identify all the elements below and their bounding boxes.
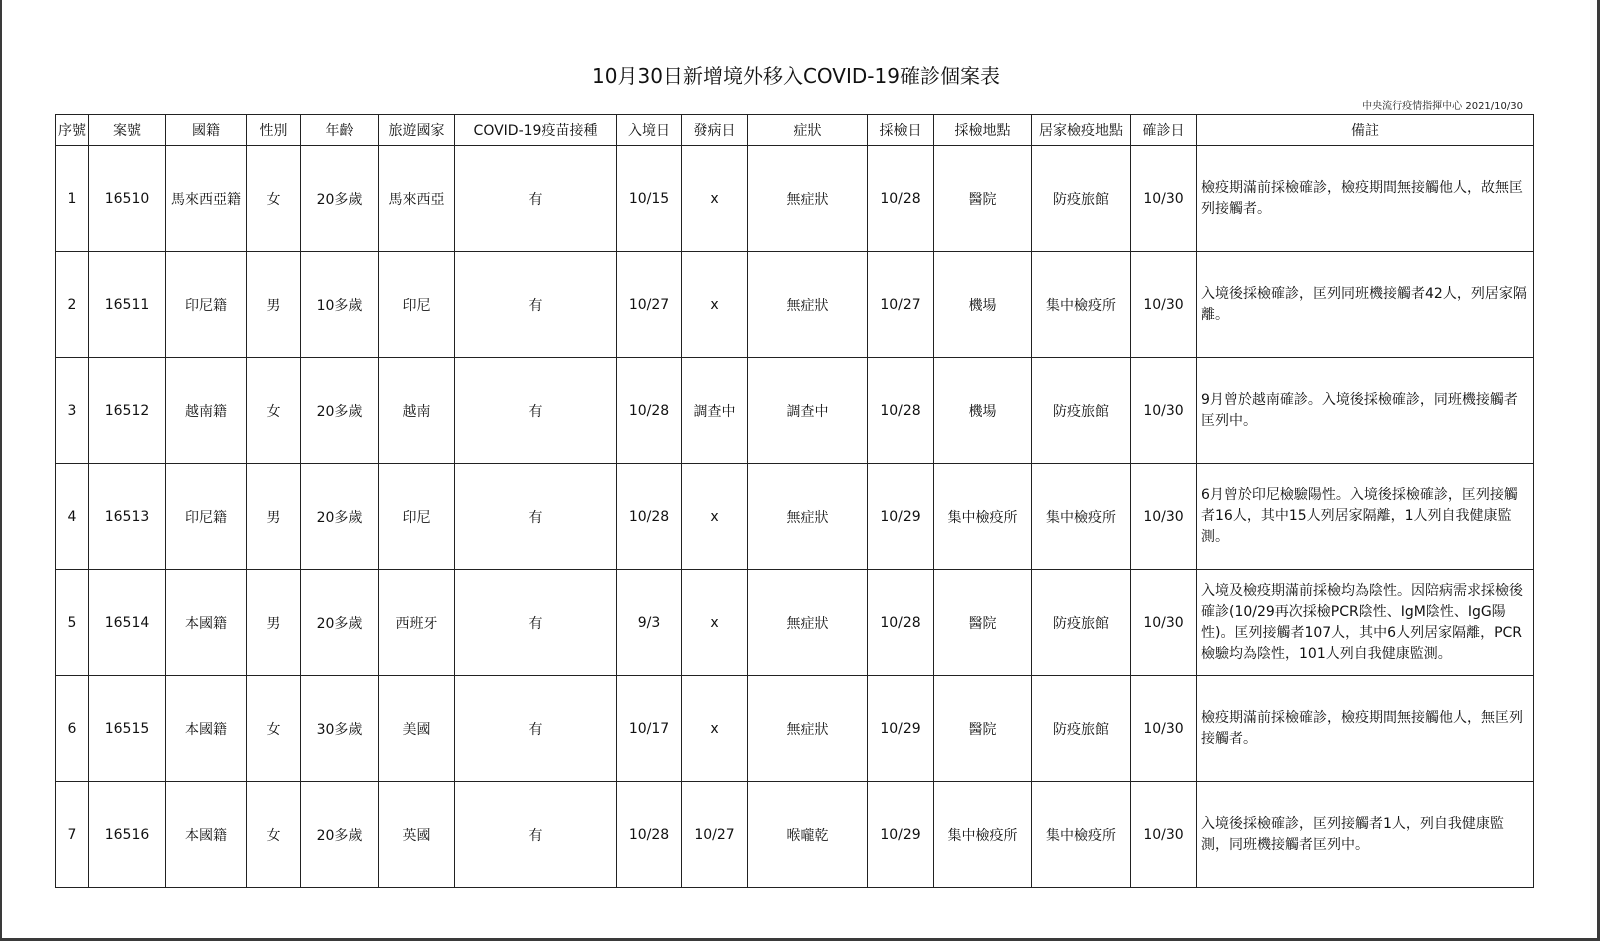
- table-row: [56, 570, 1534, 676]
- cell-note: 入境後採檢確診，匡列同班機接觸者42人，列居家隔離。: [1197, 252, 1534, 358]
- cell-sex: 女: [247, 358, 301, 464]
- cell-case-number: 16515: [89, 676, 166, 782]
- cell-note: 9月曾於越南確診。入境後採檢確診，同班機接觸者匡列中。: [1197, 358, 1534, 464]
- cell-no: 6: [56, 676, 89, 782]
- cell-age: 20多歲: [301, 146, 379, 252]
- cell-symptom: 無症狀: [748, 146, 868, 252]
- cell-sex: 男: [247, 570, 301, 676]
- cell-sex: 女: [247, 676, 301, 782]
- cell-case-number: 16514: [89, 570, 166, 676]
- table-row: [56, 782, 1534, 888]
- cell-onset-date: x: [682, 464, 748, 570]
- cell-onset-date: 10/27: [682, 782, 748, 888]
- cell-nationality: 本國籍: [166, 570, 247, 676]
- cell-quarantine-site: 防疫旅館: [1032, 146, 1131, 252]
- cell-quarantine-site: 集中檢疫所: [1032, 464, 1131, 570]
- cell-sampling-site: 醫院: [934, 146, 1032, 252]
- cell-entry-date: 10/15: [617, 146, 682, 252]
- header-quarantine-site: 居家檢疫地點: [1032, 115, 1131, 146]
- cell-symptom: 無症狀: [748, 676, 868, 782]
- cell-no: 1: [56, 146, 89, 252]
- cell-travel-country: 印尼: [379, 252, 455, 358]
- cell-vaccine: 有: [455, 570, 617, 676]
- cell-quarantine-site: 防疫旅館: [1032, 358, 1131, 464]
- header-travel-country: 旅遊國家: [379, 115, 455, 146]
- header-no: 序號: [56, 115, 89, 146]
- header-sex: 性別: [247, 115, 301, 146]
- cell-entry-date: 10/28: [617, 464, 682, 570]
- cell-entry-date: 10/17: [617, 676, 682, 782]
- cell-no: 4: [56, 464, 89, 570]
- cell-sex: 男: [247, 252, 301, 358]
- document-title: 10月30日新增境外移入COVID-19確診個案表: [592, 64, 1000, 88]
- cell-travel-country: 英國: [379, 782, 455, 888]
- cell-sampling-date: 10/29: [868, 782, 934, 888]
- cell-sex: 女: [247, 146, 301, 252]
- cell-symptom: 無症狀: [748, 570, 868, 676]
- cell-quarantine-site: 集中檢疫所: [1032, 782, 1131, 888]
- table-row: [56, 464, 1534, 570]
- cell-vaccine: 有: [455, 782, 617, 888]
- cell-sampling-date: 10/28: [868, 358, 934, 464]
- cell-note: 檢疫期滿前採檢確診，檢疫期間無接觸他人，無匡列接觸者。: [1197, 676, 1534, 782]
- cell-case-number: 16510: [89, 146, 166, 252]
- cell-no: 3: [56, 358, 89, 464]
- cell-entry-date: 9/3: [617, 570, 682, 676]
- header-vaccine: COVID-19疫苗接種: [455, 115, 617, 146]
- header-case-number: 案號: [89, 115, 166, 146]
- header-nationality: 國籍: [166, 115, 247, 146]
- header-sampling-site: 採檢地點: [934, 115, 1032, 146]
- cell-confirm-date: 10/30: [1131, 676, 1197, 782]
- cell-no: 7: [56, 782, 89, 888]
- cell-sampling-site: 集中檢疫所: [934, 464, 1032, 570]
- cell-sampling-site: 集中檢疫所: [934, 782, 1032, 888]
- cell-age: 20多歲: [301, 782, 379, 888]
- cell-symptom: 無症狀: [748, 464, 868, 570]
- source-note: 中央流行疫情指揮中心 2021/10/30: [1362, 101, 1523, 112]
- cell-onset-date: x: [682, 252, 748, 358]
- cell-vaccine: 有: [455, 676, 617, 782]
- cell-sampling-site: 機場: [934, 358, 1032, 464]
- cell-nationality: 越南籍: [166, 358, 247, 464]
- cell-confirm-date: 10/30: [1131, 252, 1197, 358]
- cell-quarantine-site: 防疫旅館: [1032, 676, 1131, 782]
- cell-confirm-date: 10/30: [1131, 464, 1197, 570]
- cell-symptom: 喉嚨乾: [748, 782, 868, 888]
- cell-onset-date: x: [682, 676, 748, 782]
- cell-travel-country: 馬來西亞: [379, 146, 455, 252]
- cell-sampling-site: 機場: [934, 252, 1032, 358]
- cell-age: 20多歲: [301, 358, 379, 464]
- cell-note: 入境後採檢確診，匡列接觸者1人，列自我健康監測，同班機接觸者匡列中。: [1197, 782, 1534, 888]
- cell-sampling-site: 醫院: [934, 676, 1032, 782]
- cell-entry-date: 10/28: [617, 782, 682, 888]
- cell-vaccine: 有: [455, 252, 617, 358]
- cell-sex: 女: [247, 782, 301, 888]
- cell-confirm-date: 10/30: [1131, 570, 1197, 676]
- cell-sampling-date: 10/28: [868, 146, 934, 252]
- cell-nationality: 馬來西亞籍: [166, 146, 247, 252]
- header-onset-date: 發病日: [682, 115, 748, 146]
- cell-travel-country: 美國: [379, 676, 455, 782]
- cell-sampling-site: 醫院: [934, 570, 1032, 676]
- cell-case-number: 16511: [89, 252, 166, 358]
- cell-case-number: 16516: [89, 782, 166, 888]
- cell-travel-country: 越南: [379, 358, 455, 464]
- table-row: [56, 676, 1534, 782]
- cell-no: 5: [56, 570, 89, 676]
- cell-note: 檢疫期滿前採檢確診，檢疫期間無接觸他人，故無匡列接觸者。: [1197, 146, 1534, 252]
- cell-sampling-date: 10/29: [868, 464, 934, 570]
- cell-no: 2: [56, 252, 89, 358]
- header-symptom: 症狀: [748, 115, 868, 146]
- cell-confirm-date: 10/30: [1131, 358, 1197, 464]
- cell-quarantine-site: 防疫旅館: [1032, 570, 1131, 676]
- cell-nationality: 印尼籍: [166, 252, 247, 358]
- cell-sampling-date: 10/27: [868, 252, 934, 358]
- header-note: 備註: [1197, 115, 1534, 146]
- cell-nationality: 本國籍: [166, 782, 247, 888]
- table-row: [56, 252, 1534, 358]
- cell-vaccine: 有: [455, 464, 617, 570]
- cell-confirm-date: 10/30: [1131, 782, 1197, 888]
- cell-quarantine-site: 集中檢疫所: [1032, 252, 1131, 358]
- page-border-left: [0, 0, 2, 941]
- cell-case-number: 16512: [89, 358, 166, 464]
- cell-onset-date: x: [682, 146, 748, 252]
- header-entry-date: 入境日: [617, 115, 682, 146]
- header-sampling-date: 採檢日: [868, 115, 934, 146]
- cell-case-number: 16513: [89, 464, 166, 570]
- cell-onset-date: 調查中: [682, 358, 748, 464]
- cell-nationality: 印尼籍: [166, 464, 247, 570]
- cell-vaccine: 有: [455, 358, 617, 464]
- cell-entry-date: 10/28: [617, 358, 682, 464]
- cell-sampling-date: 10/29: [868, 676, 934, 782]
- header-row: [56, 115, 1534, 146]
- cell-travel-country: 西班牙: [379, 570, 455, 676]
- cell-sex: 男: [247, 464, 301, 570]
- cell-note: 入境及檢疫期滿前採檢均為陰性。因陪病需求採檢後確診(10/29再次採檢PCR陰性、IgM陰性、IgG陽性)。匡列接觸者107人，其中6人列居家隔離，PCR檢驗均為陰性，101人列自我健康監測。: [1197, 570, 1534, 676]
- cell-sampling-date: 10/28: [868, 570, 934, 676]
- cell-onset-date: x: [682, 570, 748, 676]
- header-age: 年齡: [301, 115, 379, 146]
- cell-note: 6月曾於印尼檢驗陽性。入境後採檢確診，匡列接觸者16人，其中15人列居家隔離，1人列自我健康監測。: [1197, 464, 1534, 570]
- table-row: [56, 146, 1534, 252]
- header-confirm-date: 確診日: [1131, 115, 1197, 146]
- cell-age: 20多歲: [301, 570, 379, 676]
- cell-symptom: 調查中: [748, 358, 868, 464]
- cell-age: 30多歲: [301, 676, 379, 782]
- table-row: [56, 358, 1534, 464]
- cell-confirm-date: 10/30: [1131, 146, 1197, 252]
- cell-symptom: 無症狀: [748, 252, 868, 358]
- cell-age: 10多歲: [301, 252, 379, 358]
- cell-age: 20多歲: [301, 464, 379, 570]
- cell-entry-date: 10/27: [617, 252, 682, 358]
- cell-travel-country: 印尼: [379, 464, 455, 570]
- case-table: [55, 114, 1534, 888]
- cell-vaccine: 有: [455, 146, 617, 252]
- cell-nationality: 本國籍: [166, 676, 247, 782]
